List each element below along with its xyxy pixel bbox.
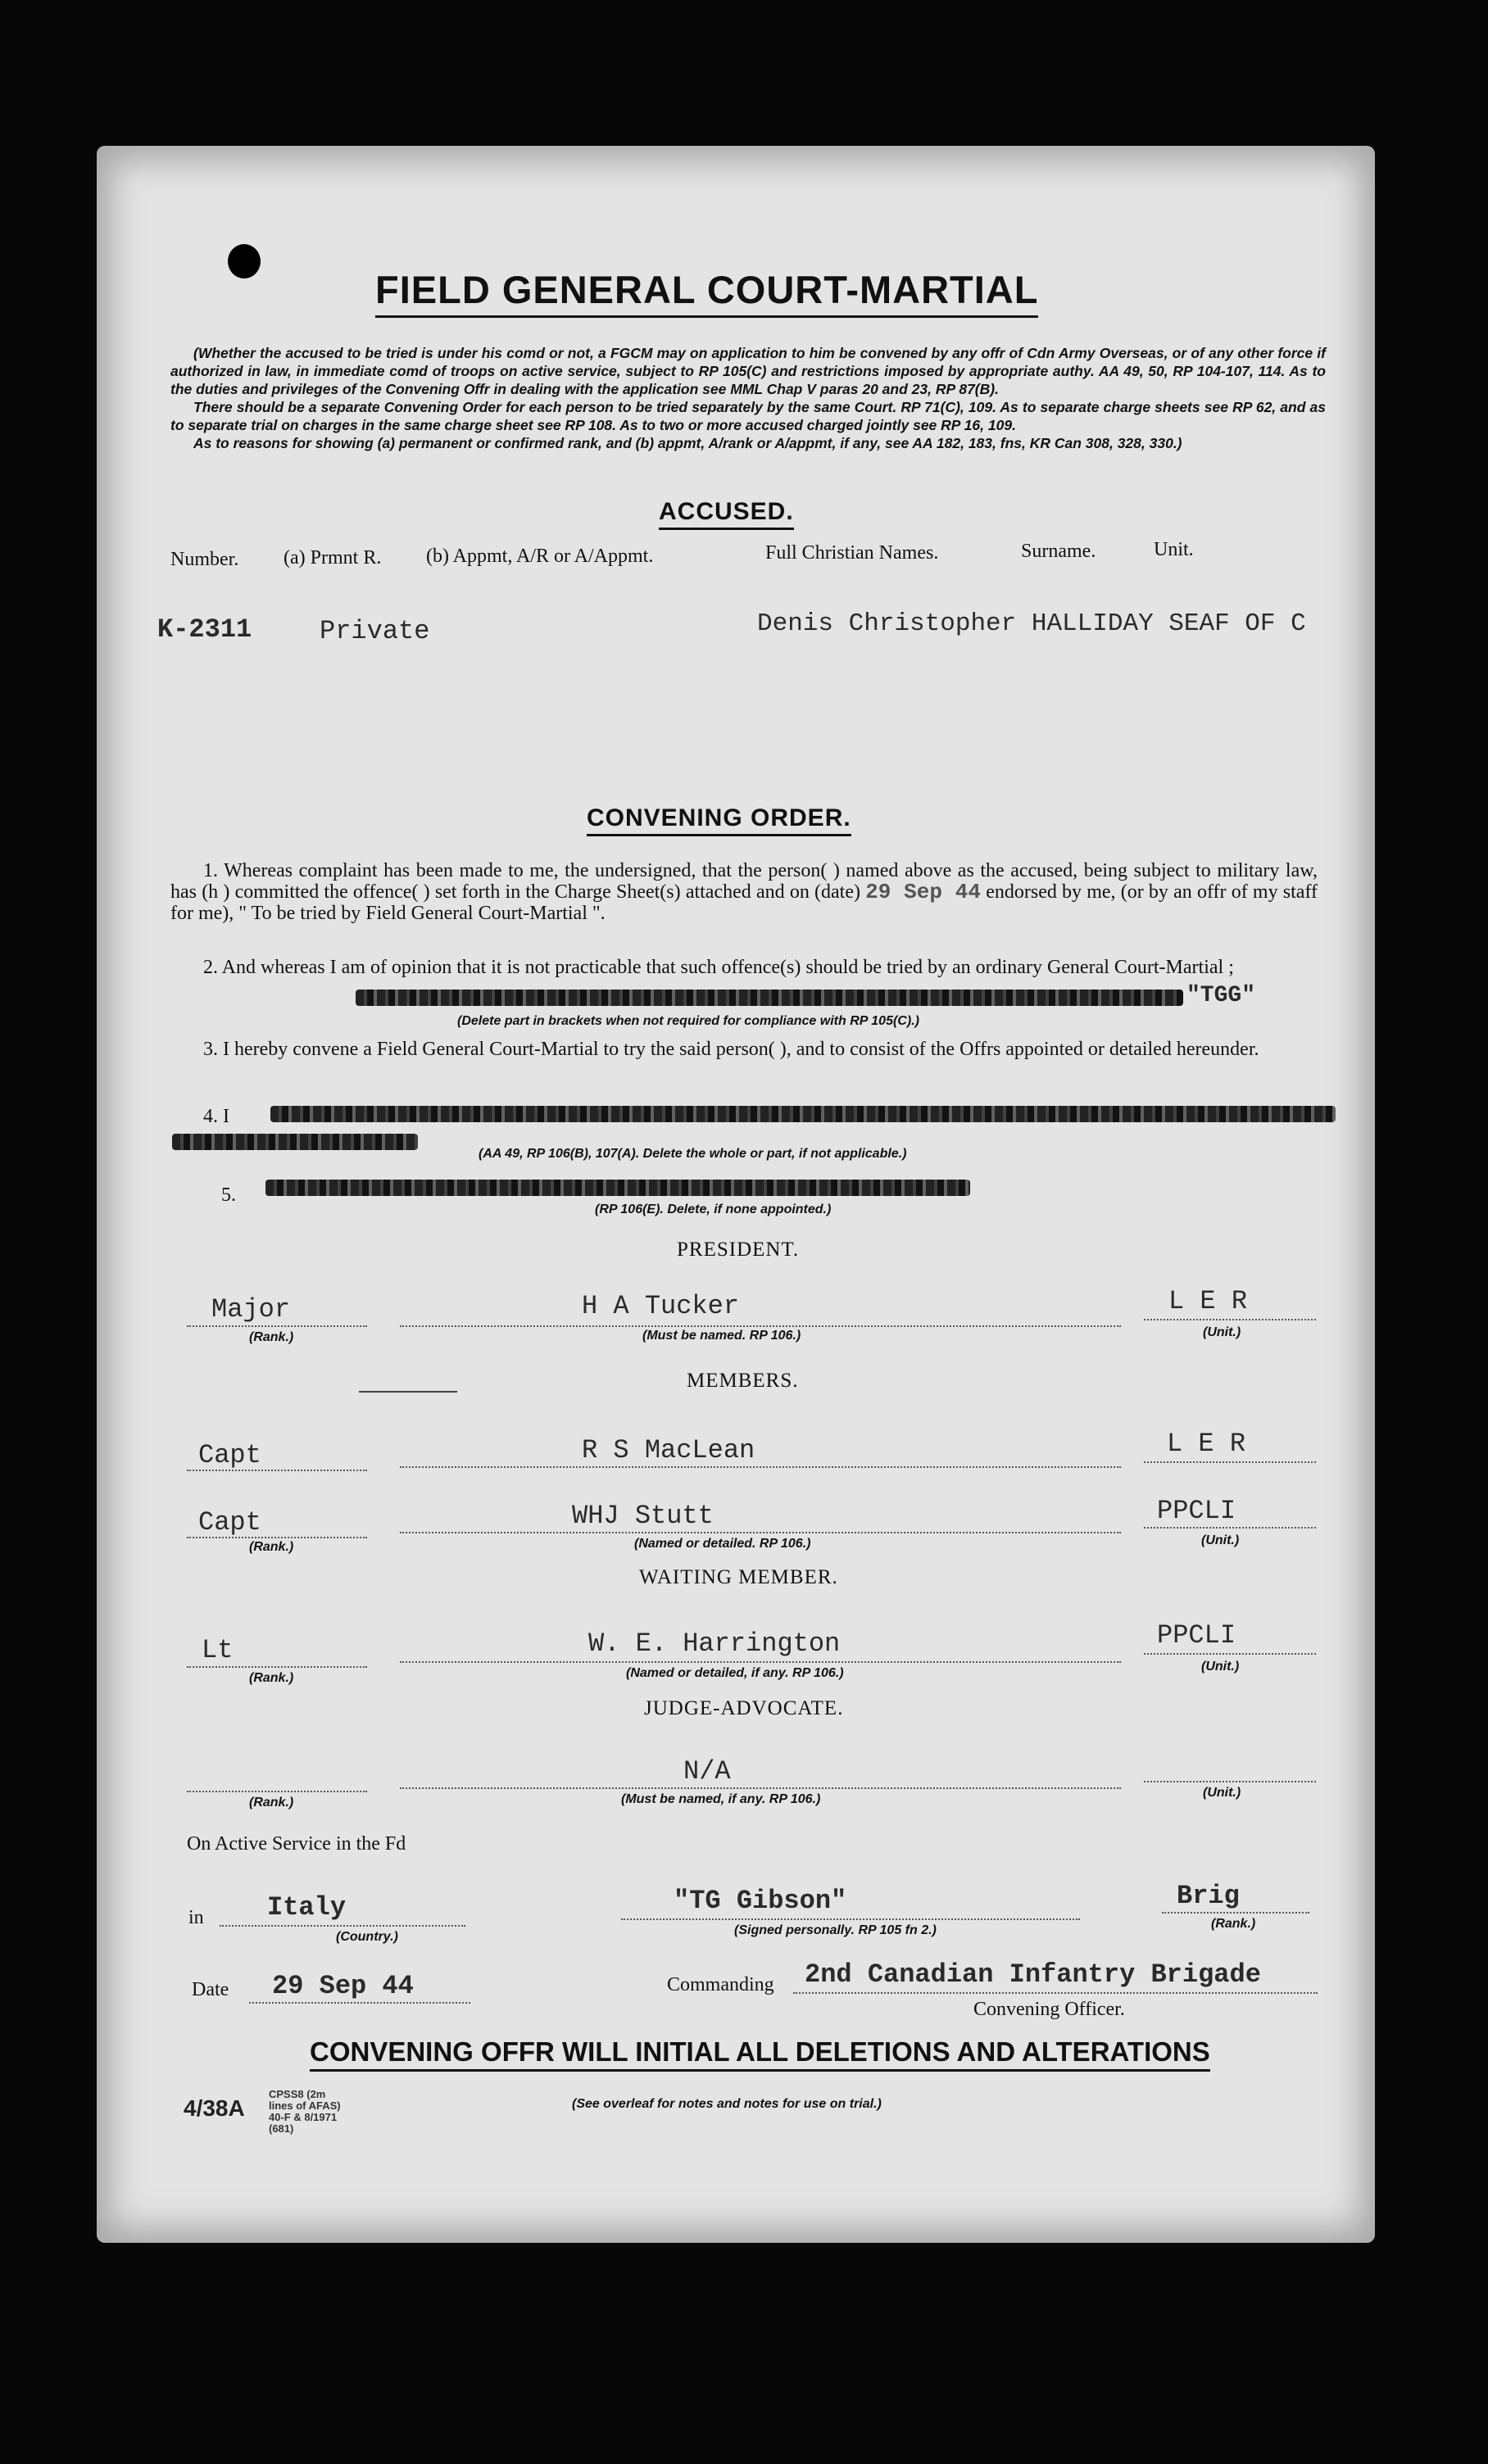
- command-line: [793, 1992, 1318, 1994]
- member-1-rank: Capt: [198, 1440, 261, 1470]
- para-1: [170, 860, 1318, 924]
- president-unit-label: (Unit.): [1203, 1325, 1241, 1339]
- president-name: H A Tucker: [582, 1291, 740, 1321]
- president-heading: PRESIDENT.: [677, 1239, 800, 1261]
- members-rule: [359, 1391, 457, 1393]
- sign-date-line: [249, 2002, 470, 2004]
- signed-label: (Signed personally. RP 105 fn 2.): [734, 1923, 937, 1937]
- president-rank-line: [187, 1325, 367, 1327]
- para-1-date: 29 Sep 44: [865, 880, 981, 904]
- intro-notes: [170, 344, 1326, 452]
- judge-unit-line: [1144, 1781, 1316, 1782]
- intro-note-3: As to reasons for showing (a) permanent or confirmed rank, and (b) appmt, A/rank or A/appmt, if any, see AA 182, 183, fns, KR Can 308, 328, 330.): [193, 435, 1182, 451]
- member-1-unit: L E R: [1167, 1429, 1246, 1459]
- convening-heading: CONVENING ORDER.: [587, 804, 851, 836]
- judge-unit-label: (Unit.): [1203, 1786, 1241, 1800]
- signer-rank: Brig: [1177, 1881, 1240, 1911]
- deletion-scribble-4b: [172, 1134, 418, 1150]
- form-sub-number: CPSS8 (2m lines of AFAS) 40-F & 8/1971 (681): [269, 2088, 341, 2135]
- president-rank: Major: [211, 1294, 291, 1325]
- member-1-name: R S MacLean: [582, 1435, 755, 1465]
- command-name: 2nd Canadian Infantry Brigade: [805, 1959, 1261, 1990]
- deletion-scribble-4a: [270, 1106, 1336, 1122]
- waiting-name-label: (Named or detailed, if any. RP 106.): [626, 1666, 844, 1680]
- signed-name: "TG Gibson": [674, 1886, 847, 1916]
- punch-hole: [228, 244, 261, 279]
- member-2-unit: PPCLI: [1157, 1496, 1236, 1526]
- member-2-rank: Capt: [198, 1507, 261, 1538]
- waiting-unit-label: (Unit.): [1201, 1660, 1240, 1674]
- form-sheet: [97, 146, 1375, 2243]
- waiting-unit: PPCLI: [1157, 1620, 1236, 1651]
- member-2-unit-line: [1144, 1527, 1316, 1529]
- member-2-rank-line: [187, 1537, 367, 1538]
- para-3-text: 3. I hereby convene a Field General Court-Martial to try the said person( ), and to consist of the Offrs appointed or detailed hereunder.: [203, 1039, 1259, 1060]
- judge-name-label: (Must be named, if any. RP 106.): [621, 1792, 821, 1806]
- accused-number: K-2311: [157, 614, 252, 645]
- waiting-rank-label: (Rank.): [249, 1671, 294, 1685]
- intro-note-1: (Whether the accused to be tried is under his comd or not, a FGCM may on application to him be convened by any offr of Cdn Army Overseas, or of any other force if authorized in law, in immediate comd of troops on active service, subject to RP 105(C) and restrictions imposed by appropriate authy. AA 49, 50, RP 104-107, 114. As to the duties and privileges of the Convening Offr in dealing with the application see MML Chap V paras 20 and 23, RP 87(B).: [170, 345, 1326, 397]
- waiting-rank-line: [187, 1666, 367, 1668]
- waiting-name: W. E. Harrington: [588, 1628, 841, 1659]
- convening-officer: Convening Officer.: [973, 1999, 1125, 2020]
- col-unit: Unit.: [1154, 539, 1194, 560]
- form-title: FIELD GENERAL COURT-MARTIAL: [375, 267, 1038, 318]
- para-2-initials: "TGG": [1186, 983, 1256, 1008]
- judge-rank-line: [187, 1791, 367, 1792]
- judge-rank-label: (Rank.): [249, 1796, 294, 1810]
- member-1-name-line: [400, 1466, 1121, 1468]
- para-3: [170, 1039, 1318, 1060]
- deletion-scribble-5: [265, 1180, 970, 1196]
- president-unit: L E R: [1168, 1286, 1248, 1316]
- para-5-note: (RP 106(E). Delete, if none appointed.): [595, 1203, 832, 1216]
- signer-rank-label: (Rank.): [1211, 1917, 1256, 1931]
- member-2-name: WHJ Stutt: [572, 1501, 714, 1531]
- para-2: [170, 957, 1318, 978]
- col-names: Full Christian Names.: [765, 542, 939, 564]
- deletion-scribble-2: [356, 990, 1183, 1006]
- judge-heading: JUDGE-ADVOCATE.: [644, 1697, 844, 1719]
- col-appmt: (b) Appmt, A/R or A/Appmt.: [426, 546, 654, 567]
- form-number: 4/38A: [184, 2095, 245, 2121]
- country: Italy: [267, 1892, 347, 1923]
- member-2-name-label: (Named or detailed. RP 106.): [634, 1537, 811, 1551]
- para-4-num: 4. I: [203, 1106, 229, 1127]
- president-unit-line: [1144, 1319, 1316, 1320]
- active-service: On Active Service in the Fd: [187, 1833, 406, 1855]
- sign-date: 29 Sep 44: [272, 1971, 414, 2001]
- member-1-rank-line: [187, 1470, 367, 1471]
- in-label: in: [188, 1907, 204, 1928]
- col-surname: Surname.: [1021, 541, 1096, 562]
- president-name-label: (Must be named. RP 106.): [642, 1329, 801, 1343]
- date-label: Date: [192, 1979, 229, 2000]
- waiting-rank: Lt: [202, 1635, 234, 1665]
- signer-rank-line: [1162, 1912, 1309, 1914]
- para-2-note: (Delete part in brackets when not required for compliance with RP 105(C).): [457, 1014, 919, 1028]
- para-5-num: 5.: [221, 1184, 236, 1206]
- country-line: [220, 1925, 465, 1927]
- member-2-name-line: [400, 1532, 1121, 1533]
- para-2-text: 2. And whereas I am of opinion that it is not practicable that such offence(s) should be tried by an ordinary General Court-Martial ;: [203, 957, 1234, 978]
- member-2-unit-label: (Unit.): [1201, 1533, 1240, 1547]
- judge-name-line: [400, 1787, 1121, 1789]
- accused-rank: Private: [320, 616, 430, 646]
- country-label: (Country.): [336, 1930, 398, 1944]
- waiting-unit-line: [1144, 1653, 1316, 1655]
- judge-name: N/A: [683, 1756, 731, 1787]
- footnote: (See overleaf for notes and notes for use on trial.): [572, 2097, 882, 2111]
- para-1-text: 1. Whereas complaint has been made to me, the undersigned, that the person( ) named above as the accused, being subject to military law, has (h ) committed the offence( ) set forth in the Charge Sheet(s) attached and on (date): [170, 860, 1318, 903]
- footer-instruction: CONVENING OFFR WILL INITIAL ALL DELETIONS AND ALTERATIONS: [310, 2036, 1210, 2072]
- col-number: Number.: [170, 549, 239, 570]
- member-1-unit-line: [1144, 1461, 1316, 1463]
- signed-line: [621, 1918, 1080, 1920]
- member-2-rank-label: (Rank.): [249, 1540, 294, 1554]
- president-name-line: [400, 1325, 1121, 1327]
- members-heading: MEMBERS.: [687, 1370, 799, 1392]
- waiting-name-line: [400, 1661, 1121, 1663]
- para-4-note: (AA 49, RP 106(B), 107(A). Delete the whole or part, if not applicable.): [479, 1147, 907, 1161]
- col-rank: (a) Prmnt R.: [284, 547, 382, 568]
- accused-names: Denis Christopher HALLIDAY SEAF OF C: [757, 609, 1306, 638]
- intro-note-2: There should be a separate Convening Order for each person to be tried separately by the same Court. RP 71(C), 109. As to separate charge sheets see RP 62, and as to separate trial on charges in the same charge sheet see RP 108. As to two or more accused charged jointly see RP 16, 109.: [170, 399, 1326, 433]
- para-1-text-b: endorsed by me, (or by an offr of my staff for me), " To be tried by Field General Court-Martial ".: [170, 881, 1318, 924]
- accused-heading: ACCUSED.: [659, 498, 794, 530]
- waiting-heading: WAITING MEMBER.: [639, 1566, 838, 1588]
- commanding-label: Commanding: [667, 1974, 774, 1995]
- president-rank-label: (Rank.): [249, 1330, 294, 1344]
